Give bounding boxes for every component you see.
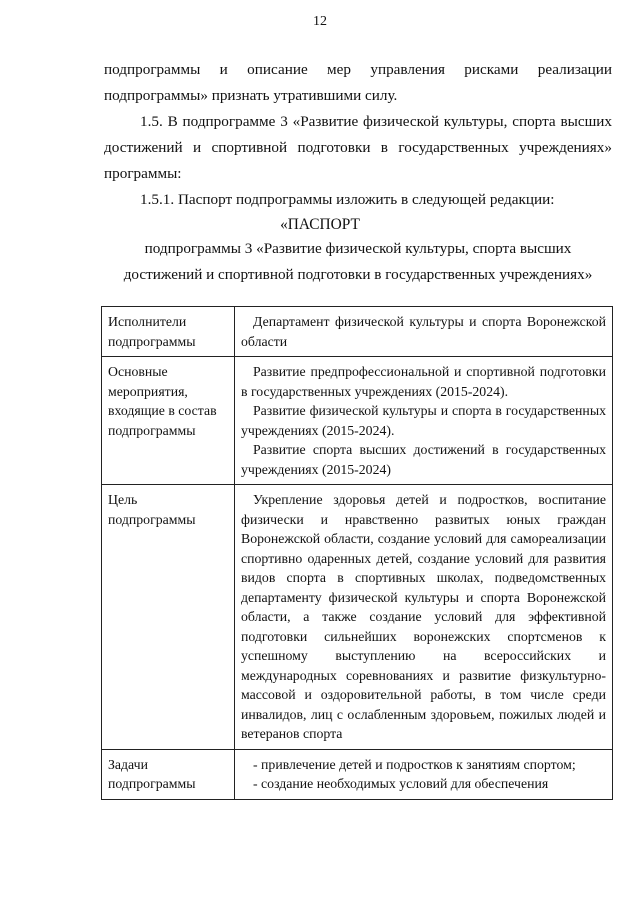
activity-line: Развитие физической культуры и спорта в государственных учреждениях (2015-2024). <box>241 403 606 438</box>
activity-line: Развитие спорта высших достижений в государственных учреждениях (2015-2024) <box>241 442 606 477</box>
row-value-goal <box>235 485 613 750</box>
paragraph-item-1-5: 1.5. В подпрограмме 3 «Развитие физической культуры, спорта высших достижений и спортивной подготовки в государственных учреждениях» программы: <box>104 113 612 182</box>
passport-title: «ПАСПОРТ <box>280 216 360 233</box>
row-label-main-activities: Основные мероприятия, входящие в состав подпрограммы <box>102 357 235 485</box>
activity-line: Развитие предпрофессиональной и спортивной подготовки в государственных учреждениях (2015-2024). <box>241 364 606 399</box>
paragraph-item-1-5-1: 1.5.1. Паспорт подпрограммы изложить в следующей редакции: <box>140 191 555 208</box>
table-row <box>102 357 613 485</box>
row-value-tasks <box>235 749 613 799</box>
executor-line: Департамент физической культуры и спорта Воронежской области <box>241 314 606 349</box>
row-value-executors <box>235 307 613 357</box>
task-line: - привлечение детей и подростков к занятиям спортом; <box>253 756 576 772</box>
goal-line: Укрепление здоровья детей и подростков, воспитание физически и нравственно развитых юных граждан Воронежской области, создание условий для самореализации спортивно одаренных детей, создание условий для развития видов спорта в спортивных школах, подведомственных департаменту физической культуры и спорта Воронежской области, а также создание условий для эффективной подготовки сильнейших воронежских спортсменов к успешному выступлению на всероссийских и международных соревнованиях и развитие физкультурно-массовой и оздоровительной работы, в том числе среди инвалидов, лиц с ослабленным здоровьем, пожилых людей и ветеранов спорта <box>241 492 606 741</box>
paragraph-subprogram-repeal: подпрограммы и описание мер управления рисками реализации подпрограммы» признать утратившими силу. <box>104 61 612 104</box>
table-row <box>102 307 613 357</box>
table-row <box>102 749 613 799</box>
row-label-tasks: Задачи подпрограммы <box>102 749 235 799</box>
passport-subtitle: подпрограммы 3 «Развитие физической культуры, спорта высших достижений и спортивной подготовки в государственных учреждениях» <box>123 240 593 283</box>
task-line: - создание необходимых условий для обеспечения <box>253 776 549 791</box>
page-number: 12 <box>313 14 327 29</box>
row-label-goal: Цель подпрограммы <box>102 485 235 750</box>
passport-table <box>101 306 613 800</box>
row-value-main-activities <box>235 357 613 485</box>
table-row <box>102 485 613 750</box>
row-label-executors: Исполнители подпрограммы <box>102 307 235 357</box>
